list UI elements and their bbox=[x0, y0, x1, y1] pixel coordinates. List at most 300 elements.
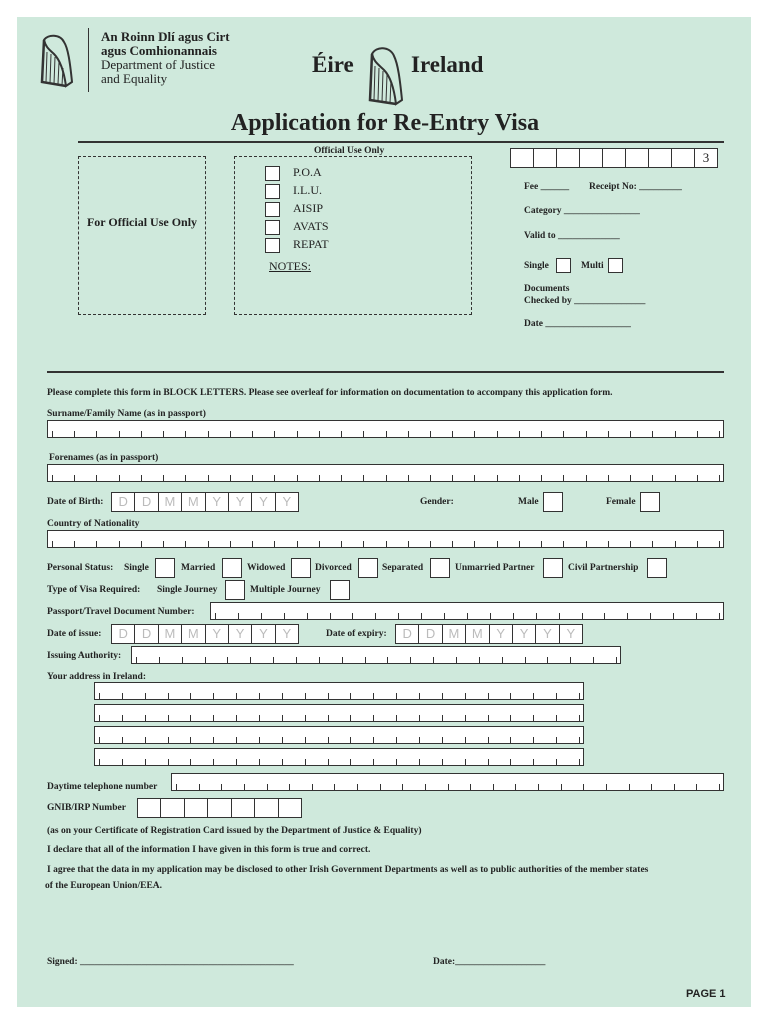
field-tick bbox=[674, 784, 675, 790]
issue-date-cell[interactable]: M bbox=[182, 625, 205, 643]
field-tick bbox=[719, 613, 720, 619]
field-tick bbox=[145, 715, 146, 721]
status-civil-checkbox[interactable] bbox=[647, 558, 667, 578]
field-tick bbox=[442, 693, 443, 699]
field-tick bbox=[651, 784, 652, 790]
field-tick bbox=[261, 613, 262, 619]
field-tick-marks bbox=[99, 715, 579, 721]
official-date-line: Date __________________ bbox=[524, 319, 631, 329]
ilu-label: I.L.U. bbox=[293, 183, 322, 197]
female-checkbox[interactable] bbox=[640, 492, 660, 512]
gnib-cell[interactable] bbox=[279, 799, 301, 817]
field-tick bbox=[608, 431, 609, 437]
field-tick bbox=[319, 475, 320, 481]
field-tick bbox=[430, 541, 431, 547]
dob-cell[interactable]: D bbox=[135, 493, 158, 511]
field-tick bbox=[525, 657, 526, 663]
dob-cell[interactable]: M bbox=[182, 493, 205, 511]
field-tick bbox=[396, 693, 397, 699]
field-tick bbox=[541, 475, 542, 481]
issue-date-label: Date of issue: bbox=[47, 629, 102, 639]
expiry-date-cell[interactable]: Y bbox=[536, 625, 559, 643]
passport-input[interactable] bbox=[210, 602, 724, 620]
poa-label: P.O.A bbox=[293, 165, 322, 179]
gnib-input bbox=[137, 798, 302, 818]
personal-status-label: Personal Status: bbox=[47, 563, 114, 573]
field-tick bbox=[334, 784, 335, 790]
country-input[interactable] bbox=[47, 530, 724, 548]
gnib-cell[interactable] bbox=[138, 799, 161, 817]
multiple-journey-label: Multiple Journey bbox=[250, 585, 321, 595]
field-tick bbox=[541, 541, 542, 547]
gnib-label: GNIB/IRP Number bbox=[47, 803, 126, 813]
field-tick bbox=[616, 657, 617, 663]
field-tick bbox=[259, 693, 260, 699]
expiry-date-input bbox=[395, 624, 583, 644]
field-tick bbox=[168, 715, 169, 721]
field-tick bbox=[230, 431, 231, 437]
field-tick bbox=[74, 475, 75, 481]
field-tick bbox=[119, 475, 120, 481]
field-tick bbox=[190, 693, 191, 699]
field-tick-marks bbox=[176, 784, 719, 790]
field-tick bbox=[497, 475, 498, 481]
category-line: Category ________________ bbox=[524, 206, 640, 216]
field-tick bbox=[719, 431, 720, 437]
field-tick bbox=[586, 431, 587, 437]
ref-cell[interactable] bbox=[672, 149, 695, 167]
field-tick bbox=[307, 613, 308, 619]
field-tick bbox=[365, 657, 366, 663]
field-tick bbox=[419, 737, 420, 743]
field-tick-marks bbox=[99, 737, 579, 743]
field-tick bbox=[519, 431, 520, 437]
field-tick bbox=[274, 475, 275, 481]
repat-label: REPAT bbox=[293, 237, 329, 251]
field-tick bbox=[168, 693, 169, 699]
field-tick bbox=[328, 737, 329, 743]
field-tick bbox=[185, 541, 186, 547]
field-tick bbox=[328, 715, 329, 721]
field-tick bbox=[74, 541, 75, 547]
status-single-checkbox[interactable] bbox=[155, 558, 175, 578]
field-tick bbox=[419, 759, 420, 765]
field-tick bbox=[350, 737, 351, 743]
field-tick bbox=[350, 759, 351, 765]
field-tick bbox=[510, 737, 511, 743]
field-tick bbox=[408, 431, 409, 437]
field-tick bbox=[467, 613, 468, 619]
field-tick bbox=[213, 715, 214, 721]
gnib-note: (as on your Certificate of Registration Card issued by the Department of Justice & Equality) bbox=[47, 826, 422, 836]
expiry-date-cell[interactable]: Y bbox=[566, 626, 576, 641]
field-tick bbox=[433, 657, 434, 663]
ref-cell[interactable] bbox=[580, 149, 603, 167]
signature-line[interactable]: Signed: _____________________________________________ bbox=[47, 957, 294, 967]
field-tick bbox=[163, 475, 164, 481]
field-tick bbox=[182, 657, 183, 663]
field-tick bbox=[297, 475, 298, 481]
field-tick bbox=[305, 715, 306, 721]
field-tick bbox=[230, 475, 231, 481]
field-tick bbox=[396, 715, 397, 721]
field-tick bbox=[267, 784, 268, 790]
field-tick bbox=[386, 431, 387, 437]
field-tick bbox=[719, 541, 720, 547]
field-tick bbox=[675, 475, 676, 481]
status-unmarried-checkbox[interactable] bbox=[543, 558, 563, 578]
field-tick bbox=[719, 475, 720, 481]
field-tick bbox=[488, 693, 489, 699]
field-tick bbox=[190, 759, 191, 765]
field-tick bbox=[259, 737, 260, 743]
field-tick bbox=[282, 737, 283, 743]
field-tick bbox=[465, 693, 466, 699]
field-tick bbox=[425, 784, 426, 790]
field-tick bbox=[163, 431, 164, 437]
field-tick bbox=[284, 613, 285, 619]
field-tick-marks bbox=[52, 431, 719, 437]
field-tick bbox=[675, 431, 676, 437]
field-tick bbox=[430, 475, 431, 481]
field-tick bbox=[250, 657, 251, 663]
dept-line-4: and Equality bbox=[101, 71, 168, 86]
status-married-label: Married bbox=[181, 563, 216, 573]
field-tick bbox=[697, 541, 698, 547]
field-tick bbox=[579, 693, 580, 699]
field-tick bbox=[96, 541, 97, 547]
gnib-cell[interactable] bbox=[208, 799, 231, 817]
dob-cell[interactable]: Y bbox=[252, 493, 275, 511]
field-tick-marks bbox=[215, 613, 719, 619]
gnib-cell[interactable] bbox=[255, 799, 278, 817]
field-tick bbox=[408, 475, 409, 481]
field-tick bbox=[185, 475, 186, 481]
field-tick bbox=[533, 759, 534, 765]
field-tick bbox=[465, 759, 466, 765]
field-tick bbox=[282, 759, 283, 765]
forenames-label: Forenames (as in passport) bbox=[49, 453, 159, 463]
logo-divider bbox=[88, 28, 89, 92]
field-tick bbox=[236, 759, 237, 765]
repat-checkbox[interactable] bbox=[265, 238, 280, 253]
field-tick bbox=[341, 475, 342, 481]
field-tick bbox=[96, 475, 97, 481]
ref-cell[interactable] bbox=[557, 149, 580, 167]
field-tick bbox=[205, 657, 206, 663]
field-tick bbox=[697, 431, 698, 437]
field-tick bbox=[452, 541, 453, 547]
expiry-date-cell[interactable]: M bbox=[466, 625, 489, 643]
field-tick bbox=[541, 431, 542, 437]
field-tick bbox=[563, 475, 564, 481]
field-tick bbox=[556, 759, 557, 765]
issue-date-cell[interactable]: Y bbox=[229, 625, 252, 643]
field-tick bbox=[373, 693, 374, 699]
authority-input[interactable] bbox=[131, 646, 621, 664]
field-tick bbox=[168, 759, 169, 765]
expiry-date-cell[interactable]: M bbox=[443, 625, 466, 643]
field-tick bbox=[650, 613, 651, 619]
issue-date-cell[interactable]: D bbox=[112, 625, 135, 643]
field-tick bbox=[442, 715, 443, 721]
field-tick bbox=[452, 475, 453, 481]
harp-emblem-icon bbox=[364, 44, 408, 108]
field-tick bbox=[190, 715, 191, 721]
field-tick bbox=[630, 475, 631, 481]
field-tick bbox=[328, 693, 329, 699]
field-tick bbox=[408, 541, 409, 547]
dob-input bbox=[111, 492, 299, 512]
dob-cell[interactable]: M bbox=[159, 493, 182, 511]
field-tick bbox=[213, 759, 214, 765]
field-tick bbox=[452, 431, 453, 437]
single-journey-checkbox[interactable] bbox=[225, 580, 245, 600]
field-tick bbox=[488, 737, 489, 743]
field-tick bbox=[583, 784, 584, 790]
field-tick bbox=[630, 541, 631, 547]
field-tick bbox=[296, 657, 297, 663]
dob-cell[interactable]: Y bbox=[206, 493, 229, 511]
status-married-checkbox[interactable] bbox=[222, 558, 242, 578]
field-tick bbox=[145, 759, 146, 765]
field-tick bbox=[341, 431, 342, 437]
field-tick bbox=[579, 737, 580, 743]
status-single-label: Single bbox=[124, 563, 149, 573]
field-tick bbox=[410, 657, 411, 663]
phone-label: Daytime telephone number bbox=[47, 782, 158, 792]
field-tick bbox=[312, 784, 313, 790]
status-widowed-label: Widowed bbox=[247, 563, 286, 573]
field-tick bbox=[230, 541, 231, 547]
field-tick bbox=[297, 541, 298, 547]
field-tick bbox=[363, 431, 364, 437]
field-tick bbox=[465, 715, 466, 721]
page-count-cell: 3 bbox=[702, 150, 710, 165]
field-tick bbox=[319, 541, 320, 547]
field-tick bbox=[444, 613, 445, 619]
field-tick bbox=[673, 613, 674, 619]
receipt-line: Receipt No: _________ bbox=[589, 182, 682, 192]
field-tick bbox=[99, 715, 100, 721]
signature-date-line[interactable]: Date:___________________ bbox=[433, 957, 546, 967]
harp-logo-icon bbox=[34, 32, 78, 90]
dept-line-3: Department of Justice bbox=[101, 57, 216, 72]
field-tick bbox=[593, 657, 594, 663]
field-tick bbox=[199, 784, 200, 790]
visa-type-label: Type of Visa Required: bbox=[47, 585, 141, 595]
field-tick bbox=[604, 613, 605, 619]
phone-input[interactable] bbox=[171, 773, 724, 791]
field-tick-marks bbox=[99, 759, 579, 765]
field-tick bbox=[442, 759, 443, 765]
issue-date-input bbox=[111, 624, 299, 644]
issue-date-cell[interactable]: M bbox=[159, 625, 182, 643]
field-tick bbox=[608, 541, 609, 547]
expiry-date-cell[interactable]: Y bbox=[490, 625, 513, 643]
single-journey-label: Single Journey bbox=[157, 585, 218, 595]
ref-cell[interactable] bbox=[649, 149, 672, 167]
single-label: Single bbox=[524, 261, 549, 271]
field-tick bbox=[319, 431, 320, 437]
field-tick bbox=[470, 784, 471, 790]
gnib-cell[interactable] bbox=[161, 799, 184, 817]
field-tick bbox=[582, 613, 583, 619]
field-tick bbox=[396, 737, 397, 743]
field-tick bbox=[510, 693, 511, 699]
field-tick bbox=[282, 715, 283, 721]
country-label: Country of Nationality bbox=[47, 519, 140, 529]
field-tick bbox=[176, 784, 177, 790]
field-tick bbox=[559, 613, 560, 619]
field-tick bbox=[145, 737, 146, 743]
data-agreement-line-2: of the European Union/EEA. bbox=[45, 881, 163, 891]
issue-date-cell[interactable]: D bbox=[135, 625, 158, 643]
ref-cell[interactable] bbox=[603, 149, 626, 167]
field-tick bbox=[52, 541, 53, 547]
ref-cell[interactable] bbox=[626, 149, 649, 167]
ref-cell[interactable] bbox=[534, 149, 557, 167]
title-rule bbox=[78, 141, 724, 143]
field-tick bbox=[652, 431, 653, 437]
field-tick bbox=[252, 541, 253, 547]
field-tick bbox=[386, 541, 387, 547]
expiry-date-cell[interactable]: Y bbox=[513, 625, 536, 643]
field-tick bbox=[556, 737, 557, 743]
field-tick bbox=[319, 657, 320, 663]
field-tick bbox=[52, 475, 53, 481]
status-divorced-checkbox[interactable] bbox=[358, 558, 378, 578]
field-tick bbox=[305, 759, 306, 765]
department-name bbox=[101, 30, 230, 86]
field-tick bbox=[363, 541, 364, 547]
field-tick bbox=[99, 759, 100, 765]
official-use-box bbox=[78, 156, 206, 315]
field-tick bbox=[350, 693, 351, 699]
multi-label: Multi bbox=[581, 261, 604, 271]
field-tick bbox=[122, 715, 123, 721]
address-input-line-2[interactable] bbox=[94, 704, 584, 722]
field-tick bbox=[141, 541, 142, 547]
field-tick bbox=[141, 431, 142, 437]
multi-checkbox[interactable] bbox=[608, 258, 623, 273]
dob-cell[interactable]: D bbox=[112, 493, 135, 511]
field-tick bbox=[586, 541, 587, 547]
field-tick bbox=[474, 541, 475, 547]
aisip-checkbox[interactable] bbox=[265, 202, 280, 217]
field-tick bbox=[141, 475, 142, 481]
multiple-journey-checkbox[interactable] bbox=[330, 580, 350, 600]
expiry-date-cell[interactable]: D bbox=[419, 625, 442, 643]
dob-cell[interactable]: Y bbox=[229, 493, 252, 511]
status-civil-label: Civil Partnership bbox=[568, 563, 639, 573]
forenames-input[interactable] bbox=[47, 464, 724, 482]
field-tick bbox=[305, 737, 306, 743]
field-tick bbox=[208, 431, 209, 437]
instructions: Please complete this form in BLOCK LETTERS. Please see overleaf for information on documentation to accompany this application form. bbox=[47, 388, 613, 398]
field-tick bbox=[538, 784, 539, 790]
field-tick bbox=[99, 737, 100, 743]
field-tick bbox=[190, 737, 191, 743]
dob-cell[interactable]: Y bbox=[282, 494, 292, 509]
field-tick bbox=[363, 475, 364, 481]
ilu-checkbox[interactable] bbox=[265, 184, 280, 199]
address-input-line-3[interactable] bbox=[94, 726, 584, 744]
gnib-cell[interactable] bbox=[232, 799, 255, 817]
field-tick bbox=[533, 693, 534, 699]
official-use-box-label: For Official Use Only bbox=[86, 215, 198, 229]
page-number: PAGE 1 bbox=[686, 988, 726, 1000]
fee-line: Fee ______ bbox=[524, 182, 570, 192]
field-tick-marks bbox=[136, 657, 616, 663]
field-tick bbox=[221, 784, 222, 790]
field-tick bbox=[274, 541, 275, 547]
status-separated-label: Separated bbox=[382, 563, 424, 573]
female-label: Female bbox=[606, 497, 636, 507]
expiry-date-cell[interactable]: D bbox=[396, 625, 419, 643]
field-tick bbox=[163, 541, 164, 547]
issue-date-cell[interactable]: Y bbox=[252, 625, 275, 643]
address-input-line-1[interactable] bbox=[94, 682, 584, 700]
issue-date-cell[interactable]: Y bbox=[206, 625, 229, 643]
official-reference-boxes bbox=[510, 148, 718, 168]
issue-date-cell[interactable]: Y bbox=[282, 626, 292, 641]
avats-checkbox[interactable] bbox=[265, 220, 280, 235]
ref-cell[interactable] bbox=[511, 149, 534, 167]
address-label: Your address in Ireland: bbox=[47, 672, 146, 682]
poa-checkbox[interactable] bbox=[265, 166, 280, 181]
field-tick bbox=[273, 657, 274, 663]
field-tick bbox=[533, 715, 534, 721]
field-tick bbox=[515, 784, 516, 790]
field-tick bbox=[122, 737, 123, 743]
field-tick bbox=[497, 431, 498, 437]
field-tick bbox=[159, 657, 160, 663]
field-tick bbox=[357, 784, 358, 790]
field-tick bbox=[373, 715, 374, 721]
field-tick bbox=[328, 759, 329, 765]
field-tick bbox=[563, 431, 564, 437]
male-label: Male bbox=[518, 497, 539, 507]
field-tick bbox=[519, 475, 520, 481]
field-tick bbox=[373, 759, 374, 765]
field-tick bbox=[396, 759, 397, 765]
field-tick bbox=[696, 613, 697, 619]
surname-input[interactable] bbox=[47, 420, 724, 438]
field-tick bbox=[52, 431, 53, 437]
field-tick bbox=[122, 759, 123, 765]
field-tick bbox=[259, 759, 260, 765]
status-unmarried-label: Unmarried Partner bbox=[455, 563, 535, 573]
field-tick bbox=[519, 541, 520, 547]
field-tick bbox=[536, 613, 537, 619]
single-checkbox[interactable] bbox=[556, 258, 571, 273]
gnib-cell[interactable] bbox=[185, 799, 208, 817]
address-input-line-4[interactable] bbox=[94, 748, 584, 766]
status-separated-checkbox[interactable] bbox=[430, 558, 450, 578]
male-checkbox[interactable] bbox=[543, 492, 563, 512]
field-tick bbox=[490, 613, 491, 619]
field-tick bbox=[474, 475, 475, 481]
field-tick bbox=[479, 657, 480, 663]
field-tick bbox=[74, 431, 75, 437]
field-tick bbox=[497, 541, 498, 547]
field-tick bbox=[252, 431, 253, 437]
field-tick bbox=[419, 693, 420, 699]
dept-line-1: An Roinn Dlí agus Cirt bbox=[101, 29, 230, 44]
field-tick bbox=[697, 475, 698, 481]
status-widowed-checkbox[interactable] bbox=[291, 558, 311, 578]
